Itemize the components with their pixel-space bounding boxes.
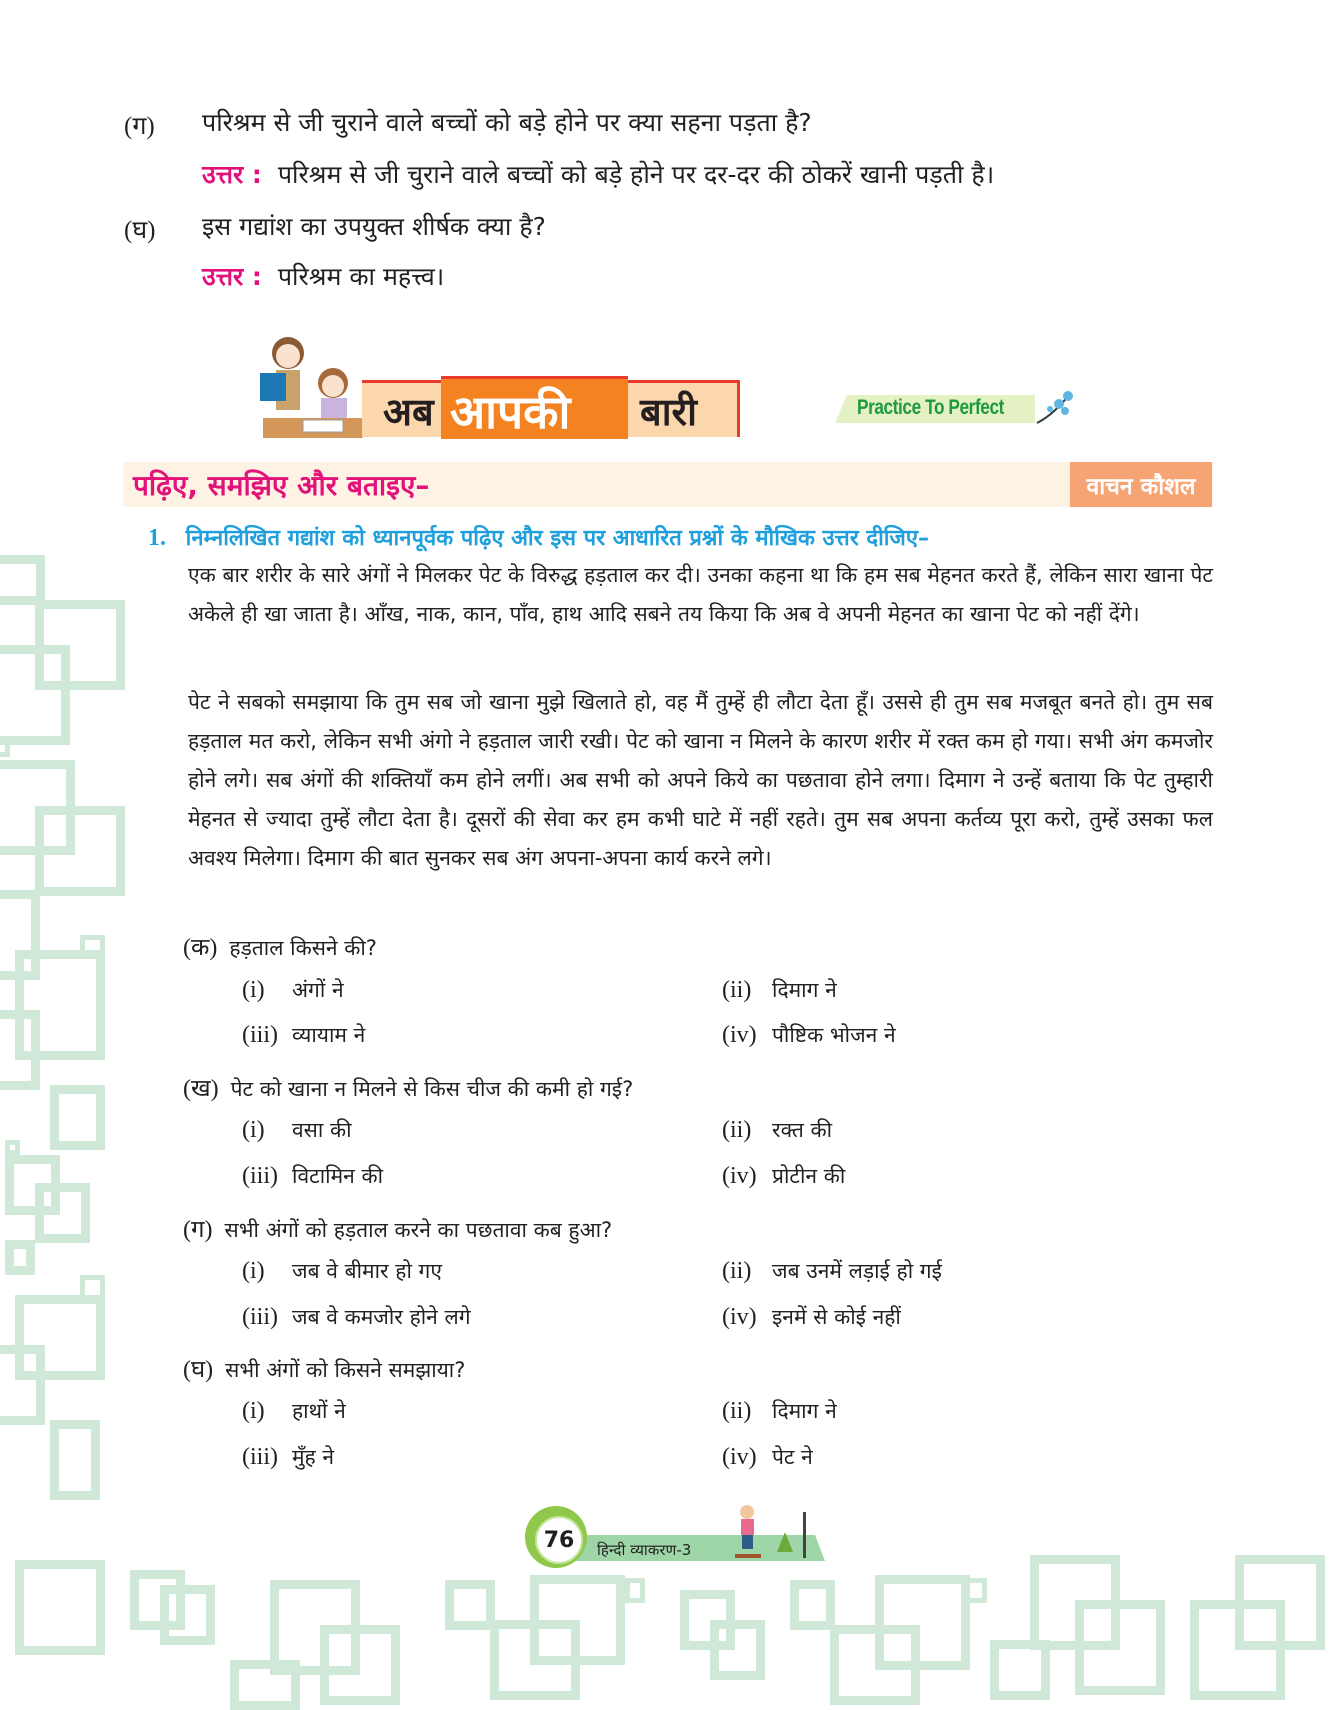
exercise-instruction-text: निम्नलिखित गद्यांश को ध्यानपूर्वक पढ़िए और इस पर आधारित प्रश्नों के मौखिक उत्तर दीजिए–: [185, 526, 929, 551]
previous-answer-gha: [202, 264, 444, 289]
option-ga-2: (ii) जब उनमें लड़ाई हो गई: [722, 1258, 942, 1284]
question-label: (घ): [183, 1357, 214, 1383]
option-kha-4: (iv) प्रोटीन की: [722, 1163, 846, 1189]
option-ka-2: (ii) दिमाग ने: [722, 977, 837, 1003]
question-text: सभी अंगों को किसने समझाया?: [225, 1358, 466, 1382]
question-ka: [183, 930, 377, 963]
option-gha-4: (iv) पेट ने: [722, 1444, 813, 1470]
banner-word-ab: अब: [383, 390, 434, 434]
skill-badge-text: वाचन कौशल: [1086, 473, 1196, 500]
banner-word-aapki: आपकी: [450, 385, 571, 439]
option-kha-2: (ii) रक्त की: [722, 1117, 833, 1143]
practice-text: Practice To Perfect: [857, 396, 1004, 419]
page-footer: [515, 1500, 825, 1570]
exercise-instruction: [148, 526, 929, 550]
question-kha: [183, 1071, 633, 1104]
answer-label: उत्तर :: [202, 262, 262, 291]
question-ga: [183, 1212, 612, 1245]
option-ga-4: (iv) इनमें से कोई नहीं: [722, 1304, 901, 1330]
answer-text: परिश्रम का महत्त्व।: [277, 262, 445, 291]
option-ga-1: (i) जब वे बीमार हो गए: [242, 1258, 442, 1284]
option-ka-3: (iii) व्यायाम ने: [242, 1022, 366, 1048]
question-text: इस गद्यांश का उपयुक्त शीर्षक क्या है?: [202, 212, 546, 241]
option-ga-3: (iii) जब वे कमजोर होने लगे: [242, 1304, 471, 1330]
question-label: (ख): [183, 1076, 219, 1102]
previous-answer-ga: [202, 162, 994, 187]
question-gha: [183, 1352, 465, 1385]
question-text: सभी अंगों को हड़ताल करने का पछतावा कब हुआ?: [224, 1218, 613, 1242]
page-number: 76: [543, 1527, 575, 1553]
question-label: (ग): [124, 113, 155, 140]
question-label: (क): [183, 935, 218, 961]
option-ka-4: (iv) पौष्टिक भोजन ने: [722, 1022, 896, 1048]
exercise-number: 1.: [148, 525, 166, 551]
option-ka-1: (i) अंगों ने: [242, 977, 344, 1003]
banner-word-baari: बारी: [640, 390, 697, 434]
question-text: परिश्रम से जी चुराने वाले बच्चों को बड़े होने पर क्या सहना पड़ता है?: [202, 108, 812, 137]
skill-badge: [1070, 462, 1212, 507]
question-label: (घ): [124, 217, 156, 244]
passage-paragraph-2: पेट ने सबको समझाया कि तुम सब जो खाना मुझे खिलाते हो, वह मैं तुम्हें ही लौटा देता हूँ। उससे ही तुम सब मजबूत बनते हो। तुम सब हड़ताल मत करो, लेकिन सभी अंगो ने हड़ताल जारी रखी। पेट को खाना न मिलने के कारण शरीर में रक्त कम हो गया। सभी अंग कमजोर होने लगे। सब अंगों की शक्तियाँ कम होने लगीं। अब सभी को अपने किये का पछतावा होने लगा। दिमाग ने उन्हें बताया कि पेट तुम्हारी मेहनत से ज्यादा तुम्हें लौटा देता है। दूसरों की सेवा कर हम कभी घाटे में नहीं रहते। तुम सब अपना कर्तव्य पूरा करो, तुम्हें उसका फल अवश्य मिलेगा। दिमाग की बात सुनकर सब अंग अपना-अपना कार्य करने लगे।: [188, 690, 1213, 870]
option-kha-3: (iii) विटामिन की: [242, 1163, 384, 1189]
question-text: हड़ताल किसने की?: [229, 936, 377, 960]
option-kha-1: (i) वसा की: [242, 1117, 352, 1143]
answer-text: परिश्रम से जी चुराने वाले बच्चों को बड़े होने पर दर-दर की ठोकरें खानी पड़ती है।: [277, 160, 995, 189]
passage-paragraph-1: एक बार शरीर के सारे अंगों ने मिलकर पेट के विरुद्ध हड़ताल कर दी। उनका कहना था कि हम सब मेहनत करते हैं, लेकिन सारा खाना पेट अकेले ही खा जाता है। आँख, नाक, कान, पाँव, हाथ आदि सबने तय किया कि अब वे अपनी मेहनत का खाना पेट को नहीं देंगे।: [188, 563, 1213, 626]
option-gha-2: (ii) दिमाग ने: [722, 1398, 837, 1424]
skateboarder-icon: [725, 1502, 815, 1568]
section-heading: पढ़िए, समझिए और बताइए–: [133, 469, 430, 502]
question-label: (ग): [183, 1217, 213, 1243]
option-gha-1: (i) हाथों ने: [242, 1398, 346, 1424]
flower-icon: [1035, 389, 1075, 429]
answer-label: उत्तर :: [202, 160, 262, 189]
option-gha-3: (iii) मुँह ने: [242, 1444, 335, 1470]
practice-to-perfect-tag: [835, 393, 1075, 425]
teacher-student-illustration: [258, 328, 368, 440]
question-text: पेट को खाना न मिलने से किस चीज की कमी हो गई?: [230, 1077, 634, 1101]
book-title: हिन्दी व्याकरण-3: [597, 1541, 692, 1559]
page-number-circle: [535, 1516, 583, 1564]
